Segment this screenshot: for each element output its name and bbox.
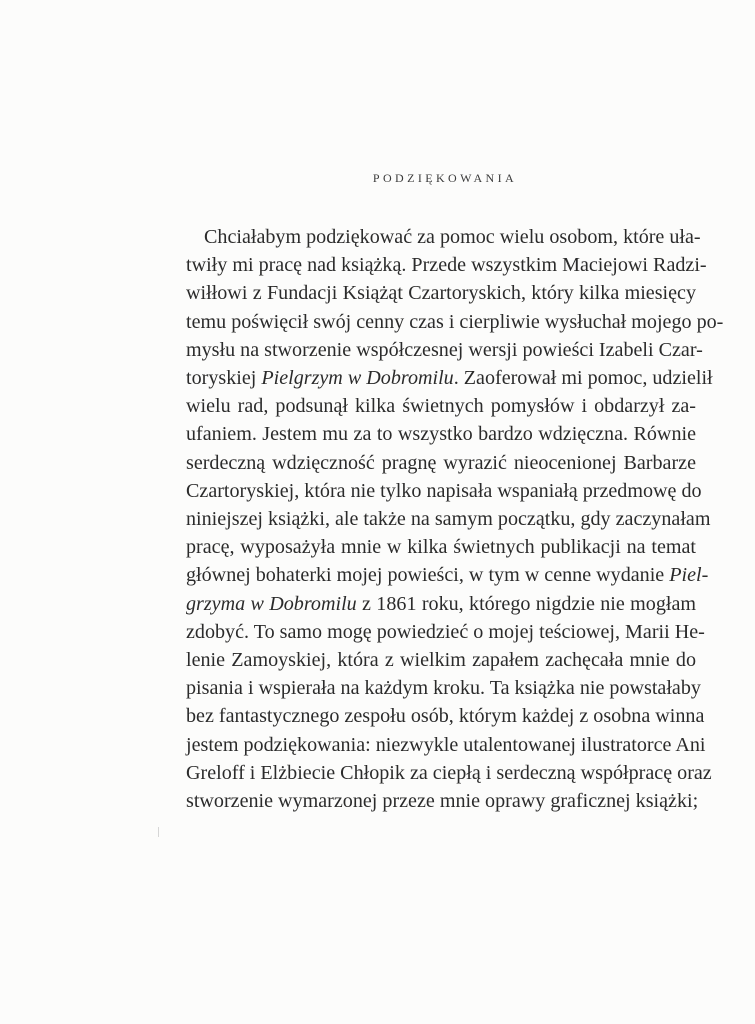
chapter-heading: PODZIĘKOWANIA (372, 171, 518, 185)
book-title-italic: Pielgrzym w Dobromilu (261, 367, 454, 390)
text-segment: temu poświęcił swój cenny czas i cierpliwie wysłuchał mojego po- (186, 310, 724, 333)
text-segment: wiłłowi z Fundacji Książąt Czartoryskich, który kilka miesięcy (186, 282, 696, 305)
text-segment: . Zaoferował mi pomoc, udzielił (453, 367, 713, 390)
margin-mark (158, 827, 159, 837)
text-line (186, 477, 702, 505)
text-segment: z 1861 roku, którego nigdzie nie mogłam (356, 592, 696, 615)
text-segment: ufaniem. Jestem mu za to wszystko bardzo wdzięczna. Równie (186, 423, 696, 446)
text-line (186, 279, 696, 307)
text-segment: wielu rad, podsunął kilka świetnych pomysłów i obdarzył za- (186, 395, 696, 418)
text-line (186, 674, 701, 702)
text-segment: serdeczną wdzięczność pragnę wyrazić nieocenionej Barbarze (186, 451, 696, 474)
book-title-italic: Piel- (669, 564, 709, 587)
text-segment: mysłu na stworzenie współczesnej wersji powieści Izabeli Czar- (186, 338, 703, 361)
text-segment: Greloff i Elżbiecie Chłopik za ciepłą i serdeczną współpracę oraz (186, 761, 712, 784)
text-segment: pisania i wspierała na każdym kroku. Ta książka nie powstałaby (186, 677, 701, 700)
text-segment: zdobyć. To samo mogę powiedzieć o mojej teściowej, Marii He- (186, 620, 705, 643)
book-title-italic: grzyma w Dobromilu (186, 592, 357, 615)
text-line (186, 787, 699, 815)
text-segment: stworzenie wymarzonej przeze mnie oprawy graficznej książki; (186, 790, 699, 813)
text-line (186, 702, 705, 730)
text-segment: lenie Zamoyskiej, która z wielkim zapałem zachęcała mnie do (186, 649, 696, 672)
text-line (186, 449, 696, 477)
text-line (186, 420, 696, 448)
text-line (186, 561, 709, 589)
text-line (186, 336, 703, 364)
text-segment: pracę, wyposażyła mnie w kilka świetnych publikacji na temat (186, 536, 696, 559)
text-line (186, 364, 713, 392)
text-line (186, 731, 706, 759)
body-paragraph (186, 223, 724, 815)
text-segment: bez fantastycznego zespołu osób, którym każdej z osobna winna (186, 705, 705, 728)
text-segment: głównej bohaterki mojej powieści, w tym w cenne wydanie (186, 564, 670, 587)
text-line (186, 618, 705, 646)
text-segment: toryskiej (186, 367, 262, 390)
text-line (186, 392, 696, 420)
text-segment: niniejszej książki, ale także na samym początku, gdy zaczynałam (186, 508, 711, 531)
text-line (186, 590, 696, 618)
text-line (186, 308, 724, 336)
text-segment: jestem podziękowania: niezwykle utalentowanej ilustratorce Ani (186, 733, 706, 756)
text-line (186, 251, 707, 279)
text-segment: Czartoryskiej, która nie tylko napisała wspaniałą przedmowę do (186, 479, 702, 502)
text-line (186, 533, 696, 561)
text-line (186, 223, 701, 251)
text-segment: Chciałabym podziękować za pomoc wielu osobom, które uła- (204, 226, 701, 248)
text-line (186, 505, 711, 533)
text-line (186, 646, 696, 674)
text-line (186, 759, 712, 787)
text-segment: twiły mi pracę nad książką. Przede wszystkim Maciejowi Radzi- (186, 254, 707, 277)
